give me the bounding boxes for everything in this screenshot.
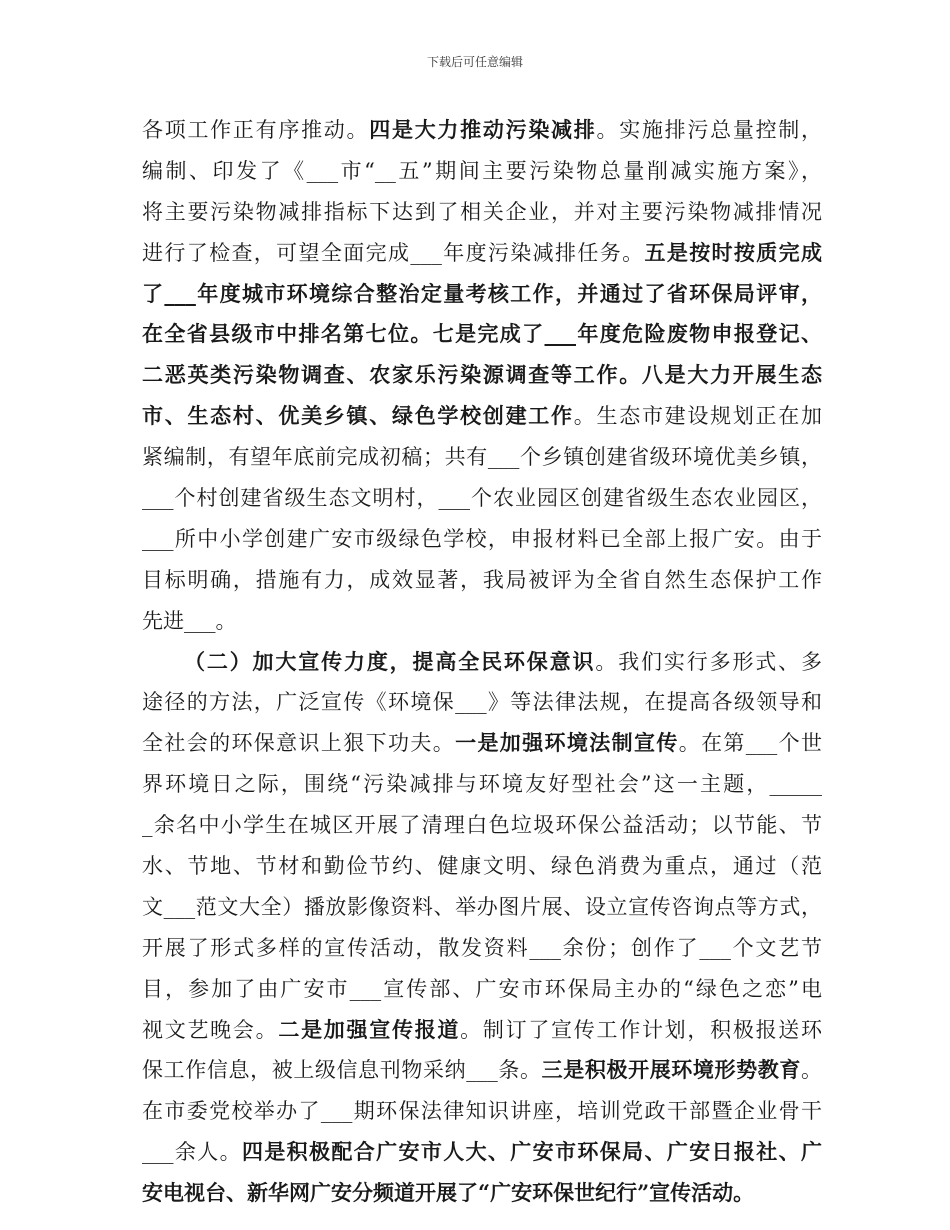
text-segment: ___所中小学创建广安市级绿色学校，申报材料已全部上报广安。由于 [142,526,822,551]
text-segment: 。制订了宣传工作计划，积极报送环 [460,1017,823,1042]
text-line [142,274,822,315]
bold-text-segment: 四是积极配合广安市人大、广安市环保局、广安日报社、广 [241,1139,823,1165]
text-segment: _余名中小学生在城区开展了清理白色垃圾环保公益活动；以节能、节 [142,813,822,838]
text-line [142,560,822,601]
bold-text-segment: 在全省县级市中排名第七位。七是完成了___年度危险废物申报登记、 [142,321,822,347]
text-segment: 各项工作正有序推动。 [142,118,370,142]
page-header: 下载后可任意编辑 [426,55,523,69]
text-line [142,437,822,478]
text-segment: 紧编制，有望年底前完成初稿；共有___个乡镇创建省级环境优美乡镇， [142,445,822,470]
text-line [142,928,822,969]
bold-text-segment: （二）加大宣传力度，提高全民环保意识 [184,648,596,674]
text-segment: 途径的方法，广泛宣传《环境保___》等法律法规，在提高各级领导和 [142,690,822,715]
text-line [142,1132,822,1173]
text-segment: 。实施排污总量控制， [596,118,823,142]
text-line [142,969,822,1010]
bold-text-segment: 一是加强环境法制宣传 [455,730,679,756]
text-line [142,723,822,764]
text-line [142,478,822,519]
text-line [142,151,822,192]
text-line [142,519,822,560]
text-line [142,805,822,846]
text-segment: ___个村创建省级生态文明村，___个农业园区创建省级生态农业园区， [142,486,822,511]
text-line [142,1173,822,1214]
text-line [142,846,822,887]
bold-text-segment: 四是大力推动污染减排 [369,117,597,142]
text-segment: 保工作信息，被上级信息刊物采纳___条。 [142,1058,542,1083]
text-line [142,110,822,151]
text-segment: 文___范文大全）播放影像资料、举办图片展、设立宣传咨询点等方式， [142,894,822,919]
text-segment: 先进___。 [142,608,237,633]
text-line [142,396,822,437]
text-segment: 目标明确，措施有力，成效显著，我局被评为全省自然生态保护工作 [142,567,822,592]
text-segment: 全社会的环保意识上狠下功夫。 [142,731,456,756]
text-segment: 进行了检查，可望全面完成___年度污染减排任务。 [142,240,645,265]
bold-text-segment: 市、生态村、优美乡镇、绿色学校创建工作 [142,403,574,429]
text-line [142,682,822,723]
text-segment: 目，参加了由广安市___宣传部、广安市环保局主办的“绿色之恋”电 [142,976,822,1001]
text-line [142,1010,822,1051]
text-segment: 在市委党校举办了___期环保法律知识讲座，培训党政干部暨企业骨干 [142,1099,822,1124]
text-segment: 。 [801,1058,823,1083]
text-line [142,233,822,274]
text-segment: 编制、印发了《___市“__五”期间主要污染物总量削减实施方案》， [142,158,822,183]
text-segment: 开展了形式多样的宣传活动，散发资料___余份；创作了___个文艺节 [142,935,822,960]
bold-text-segment: 二是加强宣传报道 [278,1016,461,1042]
bold-text-segment: 五是按时按质完成 [644,239,823,265]
bold-text-segment: 了___年度城市环境综合整治定量考核工作，并通过了省环保局评审， [142,280,822,306]
text-line [142,1050,822,1091]
text-line [142,355,822,396]
bold-text-segment: 二恶英类污染物调查、农家乐污染源调查等工作。八是大力开展生态 [142,362,822,388]
bold-text-segment: 安电视台、新华网广安分频道开展了“广安环保世纪行”宣传活动。 [142,1180,755,1206]
text-line [142,764,822,805]
text-segment: 视文艺晚会。 [142,1017,279,1042]
text-segment: 水、节地、节材和勤俭节约、健康文明、绿色消费为重点，通过（范 [142,854,822,879]
bold-text-segment: 三是积极开展环境形势教育 [541,1057,802,1083]
text-segment: 将主要污染物减排指标下达到了相关企业，并对主要污染物减排情况 [142,199,822,224]
text-line [142,601,822,642]
text-line [142,887,822,928]
text-segment: 。生态市建设规划正在加 [573,404,823,429]
text-line [142,192,822,233]
text-line [142,642,822,683]
text-segment: ___余人。 [142,1140,242,1165]
text-line [142,314,822,355]
text-segment: 界环境日之际，围绕“污染减排与环境友好型社会”这一主题，_____ [142,772,822,797]
text-line [142,1091,822,1132]
document-body [142,110,822,1214]
text-segment: 。我们实行多形式、多 [595,649,823,674]
text-segment: 。在第___个世 [678,731,823,756]
